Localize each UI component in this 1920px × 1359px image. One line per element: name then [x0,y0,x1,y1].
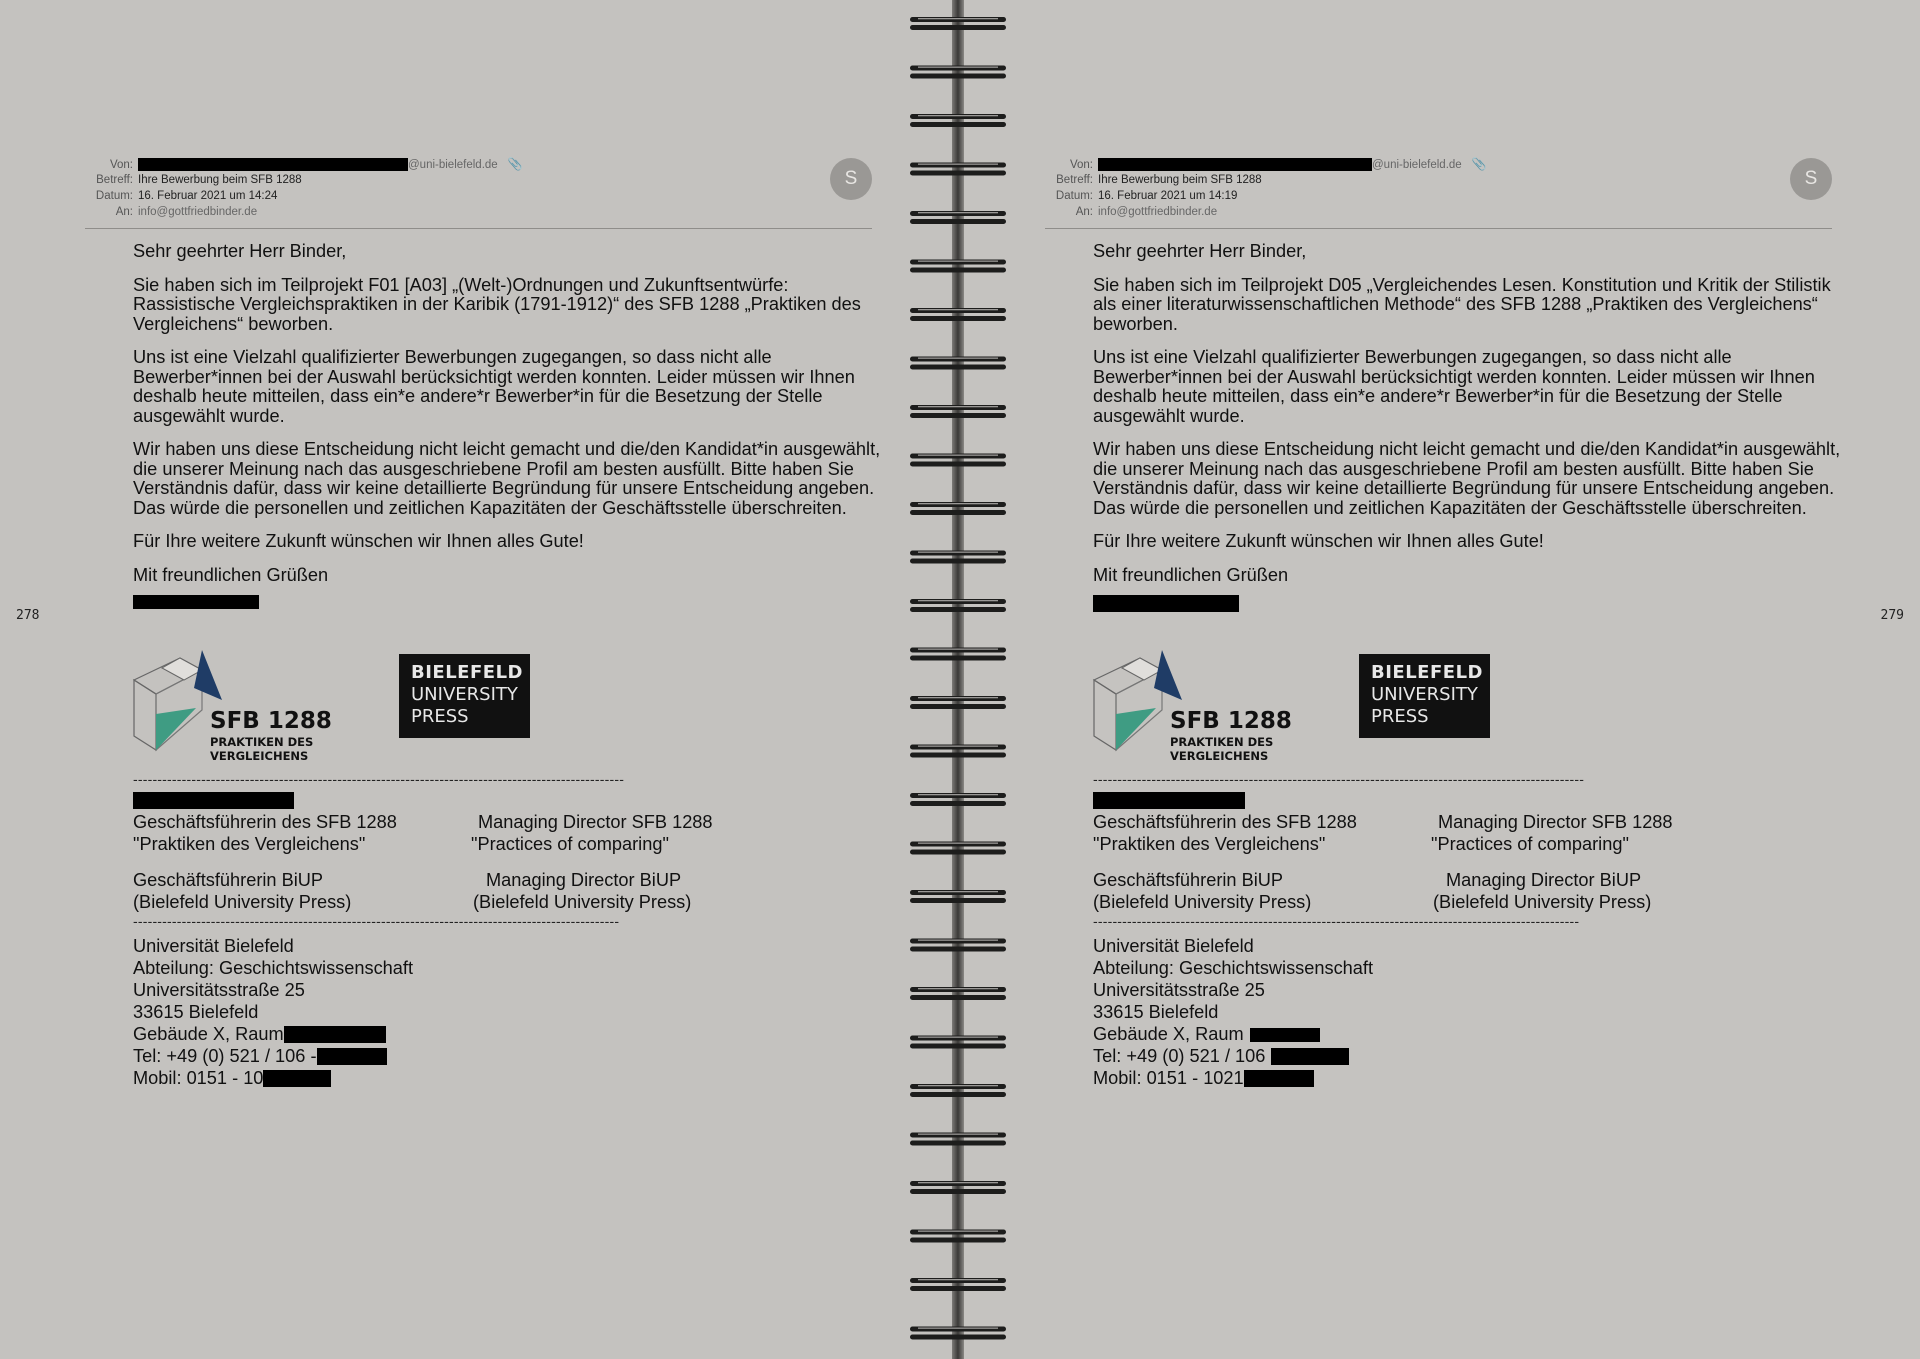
date-label: Datum: [95,190,133,202]
redacted-name [133,792,294,809]
address-line: Universität Bielefeld [1093,936,1254,956]
sfb-logo [1092,650,1292,770]
biup-line-1: BIELEFELD [411,662,523,683]
spiral-binding [908,0,1008,1359]
address-line: Universitätsstraße 25 [133,980,305,1000]
paragraph-1: Sie haben sich im Teilprojekt D05 „Vergleichendes Lesen. Konstitution und Kritik der Stilistik als einer literaturwissenschaftlichen Methode“ des SFB 1288 „Praktiken des Vergleichens“ beworben. [1093,274,1831,334]
address-phone: Tel: +49 (0) 521 / 106 - [133,1046,317,1066]
sfb-sub2: VERGLEICHENS [210,749,309,763]
redacted-room [1250,1028,1320,1042]
paragraph-2: Uns ist eine Vielzahl qualifizierter Bewerbungen zugegangen, so dass nicht alle Bewerber*innen bei der Auswahl berücksichtigt werden konnten. Leider müssen wir Ihnen deshalb heute mitteilen, dass ein*e andere*r Bewerber*in für die Besetzung der Stelle ausgewählt wurde. [1093,347,1815,426]
role-row-1 [133,811,833,833]
date-value: 16. Februar 2021 um 14:19 [1098,190,1238,202]
sfb-sub1: PRAKTIKEN DES [1170,735,1274,749]
page-right [960,0,1920,1359]
paragraph-3: Wir haben uns diese Entscheidung nicht leicht gemacht und die/den Kandidat*in ausgewählt, die unserer Meinung nach das ausgeschriebene Profil am besten ausfüllt. Bitte haben Sie Verständnis dafür, dass wir keine detaillierte Begründung für unsere Entscheidung angeben. Das würde die personellen und zeitlichen Kapazitäten der Geschäftsstelle überschreiten. [133,439,881,518]
paragraph-4: Für Ihre weitere Zukunft wünschen wir Ihnen alles Gute! [1093,531,1544,551]
to-label: An: [1075,206,1093,218]
redacted-sender [138,158,408,171]
greeting: Sehr geehrter Herr Binder, [1093,241,1307,261]
role-de: Geschäftsführerin des SFB 1288 [1093,812,1357,832]
address-phone-line [133,1045,833,1067]
role-en: Managing Director SFB 1288 [478,812,713,832]
role-row-4 [133,891,833,913]
subject-row [1045,172,1262,188]
biup-line-2: UNIVERSITY [1371,684,1478,705]
closing: Mit freundlichen Grüßen [133,564,329,585]
address-room: Gebäude X, Raum [1093,1024,1244,1044]
address-line: Abteilung: Geschichtswissenschaft [133,958,414,978]
letter-body [133,242,883,609]
role-en: (Bielefeld University Press) [473,892,692,912]
to-label: An: [115,206,133,218]
address-block [1093,935,1793,1089]
from-label: Von: [109,159,133,171]
date-value: 16. Februar 2021 um 14:24 [138,190,278,202]
subject-label: Betreff: [96,174,133,186]
from-row [1045,156,1487,172]
email-header [85,156,872,229]
address-line: Universitätsstraße 25 [1093,980,1265,1000]
redacted-signature [1093,595,1239,612]
paperclip-icon: 📎 [507,157,523,171]
redacted-mobile [263,1070,331,1087]
role-en: Managing Director BiUP [1446,870,1642,890]
sfb-logo [132,650,332,770]
sfb-sub2: VERGLEICHENS [1170,749,1269,763]
redacted-name [1093,792,1245,809]
binding-spine [952,0,964,1359]
biup-line-2: UNIVERSITY [411,684,518,705]
address-phone: Tel: +49 (0) 521 / 106 [1093,1046,1266,1066]
address-line: 33615 Bielefeld [133,1002,259,1022]
biup-line-3: PRESS [1371,706,1429,727]
signature-footer [133,771,833,1089]
paperclip-icon: 📎 [1471,157,1487,171]
dash-line-1: ----------------------------------------------------------------------------------------------------- [133,771,625,787]
subject-label: Betreff: [1056,174,1093,186]
from-domain[interactable]: @uni-bielefeld.de [408,159,498,171]
dash-line-2: ---------------------------------------------------------------------------------------------------- [1093,913,1580,929]
role-de: "Praktiken des Vergleichens" [1093,834,1326,854]
role-en: (Bielefeld University Press) [1433,892,1652,912]
dash-line-2: ---------------------------------------------------------------------------------------------------- [133,913,620,929]
subject-value: Ihre Bewerbung beim SFB 1288 [138,174,302,186]
date-row [85,188,277,204]
redacted-room [284,1026,386,1043]
email-header [1045,156,1832,229]
to-value[interactable]: info@gottfriedbinder.de [1098,206,1218,218]
role-en: "Practices of comparing" [471,834,669,854]
from-domain[interactable]: @uni-bielefeld.de [1372,159,1462,171]
address-room: Gebäude X, Raum [133,1024,284,1044]
address-mobile-line [133,1067,833,1089]
role-de: Geschäftsführerin BiUP [1093,870,1284,890]
avatar: S [1790,158,1832,200]
closing: Mit freundlichen Grüßen [1093,564,1289,585]
subject-row [85,172,302,188]
role-en: Managing Director SFB 1288 [1438,812,1673,832]
role-row-1 [1093,811,1793,833]
address-phone-line [1093,1045,1793,1067]
address-mobile-line [1093,1067,1793,1089]
redacted-phone [1271,1048,1349,1065]
sfb-cube-logo [134,650,222,750]
biup-line-1: BIELEFELD [1371,662,1483,683]
redacted-sender [1098,158,1372,171]
sfb-title: SFB 1288 [210,708,332,734]
logos [132,650,552,770]
address-line: Universität Bielefeld [133,936,294,956]
role-en: Managing Director BiUP [486,870,682,890]
address-mobile: Mobil: 0151 - 1021 [1093,1068,1244,1088]
role-row-2 [133,833,833,855]
role-de: (Bielefeld University Press) [133,892,352,912]
dash-line-1: ----------------------------------------------------------------------------------------------------- [1093,771,1585,787]
from-label: Von: [1069,159,1093,171]
address-line: Abteilung: Geschichtswissenschaft [1093,958,1374,978]
sfb-sub1: PRAKTIKEN DES [210,735,314,749]
address-block [133,935,833,1089]
paragraph-2: Uns ist eine Vielzahl qualifizierter Bewerbungen zugegangen, so dass nicht alle Bewerber*innen bei der Auswahl berücksichtigt werden konnten. Leider müssen wir Ihnen deshalb heute mitteilen, dass ein*e andere*r Bewerber*in für die Besetzung der Stelle ausgewählt wurde. [133,347,855,426]
role-de: Geschäftsführerin des SFB 1288 [133,812,397,832]
date-label: Datum: [1055,190,1093,202]
greeting: Sehr geehrter Herr Binder, [133,241,347,261]
page-number: 279 [1880,608,1904,623]
logos [1092,650,1512,770]
role-de: Geschäftsführerin BiUP [133,870,324,890]
paragraph-3: Wir haben uns diese Entscheidung nicht leicht gemacht und die/den Kandidat*in ausgewählt, die unserer Meinung nach das ausgeschriebene Profil am besten ausfüllt. Bitte haben Sie Verständnis dafür, dass wir keine detaillierte Begründung für unsere Entscheidung angeben. Das würde die personellen und zeitlichen Kapazitäten der Geschäftsstelle überschreiten. [1093,439,1841,518]
letter-body [1093,242,1843,612]
address-line: 33615 Bielefeld [1093,1002,1219,1022]
role-row-4 [1093,891,1793,913]
sfb-cube-logo [1094,650,1182,750]
page-number: 278 [16,608,40,623]
sfb-title: SFB 1288 [1170,708,1292,734]
biup-line-3: PRESS [411,706,469,727]
from-row [85,156,523,172]
to-value[interactable]: info@gottfriedbinder.de [138,206,258,218]
biup-logo [399,654,530,738]
redacted-phone [317,1048,387,1065]
to-row [85,204,257,220]
date-row [1045,188,1237,204]
redacted-signature [133,595,259,609]
address-room-line [133,1023,833,1045]
paragraph-4: Für Ihre weitere Zukunft wünschen wir Ihnen alles Gute! [133,531,584,551]
biup-logo [1359,654,1490,738]
role-row-2 [1093,833,1793,855]
role-de: "Praktiken des Vergleichens" [133,834,366,854]
paragraph-1: Sie haben sich im Teilprojekt F01 [A03] „(Welt-)Ordnungen und Zukunftsentwürfe: Rassistische Vergleichspraktiken in der Karibik (1791-1912)“ des SFB 1288 „Praktiken des Vergleichens“ beworben. [133,274,861,334]
role-en: "Practices of comparing" [1431,834,1629,854]
to-row [1045,204,1217,220]
role-row-3 [133,869,833,891]
signature-footer [1093,771,1793,1089]
address-room-line [1093,1023,1793,1045]
avatar: S [830,158,872,200]
redacted-mobile [1244,1070,1314,1087]
role-de: (Bielefeld University Press) [1093,892,1312,912]
role-row-3 [1093,869,1793,891]
subject-value: Ihre Bewerbung beim SFB 1288 [1098,174,1262,186]
address-mobile: Mobil: 0151 - 10 [133,1068,264,1088]
